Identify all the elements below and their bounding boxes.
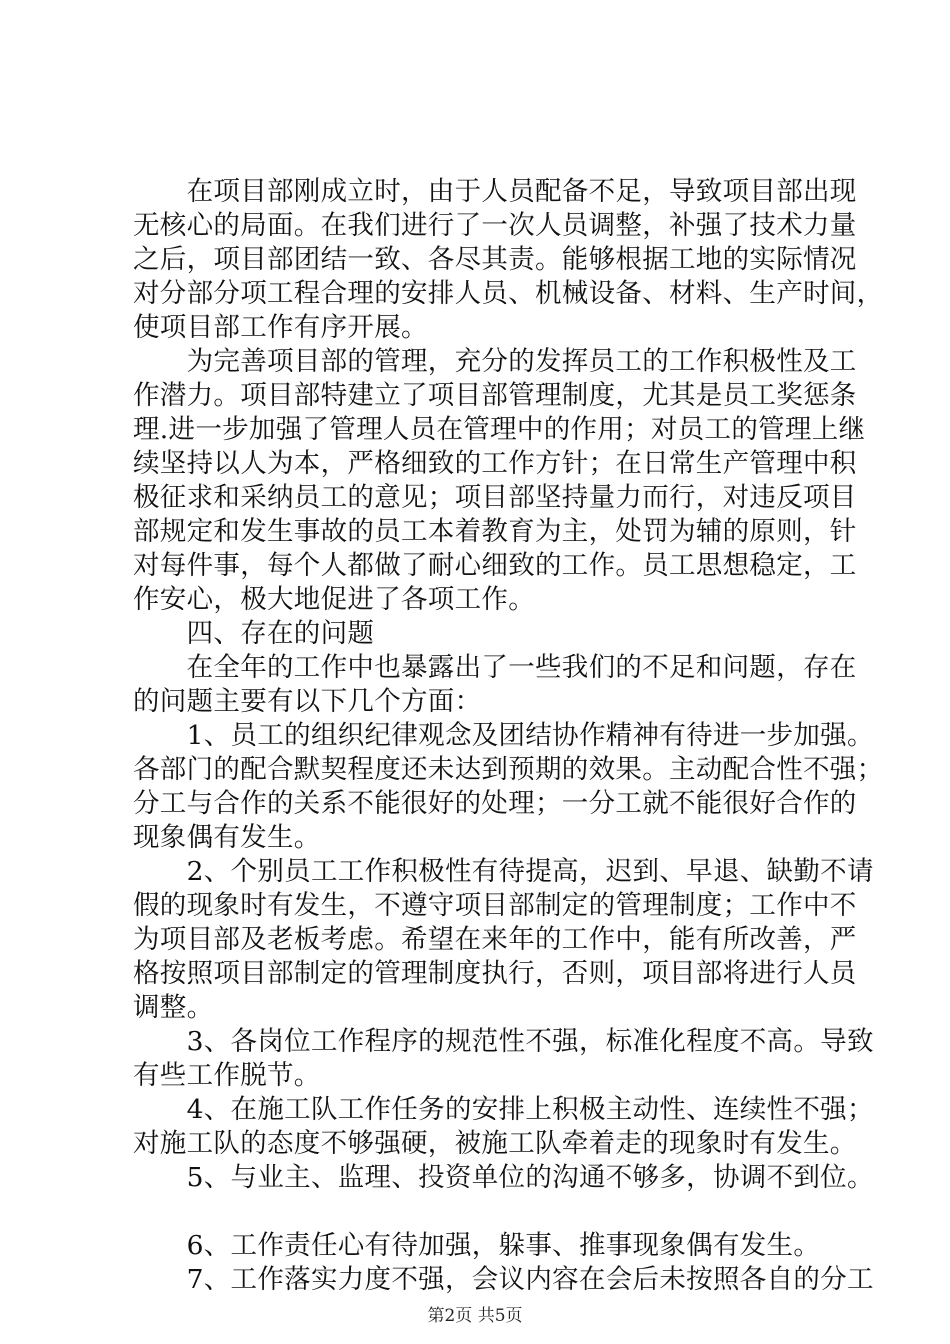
body-line: 1、员工的组织纪律观念及团结协作精神有待进一步加强。 bbox=[133, 720, 874, 751]
body-line: 使项目部工作有序开展。 bbox=[133, 312, 428, 343]
body-line: 假的现象时有发生，不遵守项目部制定的管理制度；工作中不 bbox=[133, 890, 857, 921]
body-line: 分工与合作的关系不能很好的处理；一分工就不能很好合作的 bbox=[133, 788, 857, 819]
body-line: 无核心的局面。在我们进行了一次人员调整，补强了技术力量 bbox=[133, 210, 857, 241]
body-line: 在全年的工作中也暴露出了一些我们的不足和问题，存在 bbox=[133, 652, 857, 683]
body-line: 各部门的配合默契程度还未达到预期的效果。主动配合性不强； bbox=[133, 754, 884, 785]
body-line: 6、工作责任心有待加强，躲事、推事现象偶有发生。 bbox=[133, 1230, 821, 1261]
body-line: 作潜力。项目部特建立了项目部管理制度，尤其是员工奖惩条 bbox=[133, 380, 857, 411]
body-line: 在项目部刚成立时，由于人员配备不足，导致项目部出现 bbox=[133, 176, 857, 207]
body-line: 调整。 bbox=[133, 992, 214, 1023]
body-line: 为项目部及老板考虑。希望在来年的工作中，能有所改善，严 bbox=[133, 924, 857, 955]
page-footer: 第2页 共5页 bbox=[427, 1306, 523, 1326]
body-line: 续坚持以人为本，严格细致的工作方针；在日常生产管理中积 bbox=[133, 448, 857, 479]
body-line: 理.进一步加强了管理人员在管理中的作用；对员工的管理上继 bbox=[133, 414, 866, 445]
body-line: 部规定和发生事故的员工本着教育为主，处罚为辅的原则，针 bbox=[133, 516, 857, 547]
body-line: 7、工作落实力度不强，会议内容在会后未按照各自的分工 bbox=[133, 1264, 874, 1295]
section-heading: 四、存在的问题 bbox=[133, 618, 375, 649]
body-line: 对每件事，每个人都做了耐心细致的工作。员工思想稳定，工 bbox=[133, 550, 857, 581]
body-line: 2、个别员工工作积极性有待提高，迟到、早退、缺勤不请 bbox=[133, 856, 874, 887]
body-line: 格按照项目部制定的管理制度执行，否则，项目部将进行人员 bbox=[133, 958, 857, 989]
body-line: 3、各岗位工作程序的规范性不强，标准化程度不高。导致 bbox=[133, 1026, 874, 1057]
body-line: 为完善项目部的管理，充分的发挥员工的工作积极性及工 bbox=[133, 346, 857, 377]
body-line: 对分部分项工程合理的安排人员、机械设备、材料、生产时间， bbox=[133, 278, 884, 309]
body-line: 现象偶有发生。 bbox=[133, 822, 321, 853]
body-line: 之后，项目部团结一致、各尽其责。能够根据工地的实际情况 bbox=[133, 244, 857, 275]
body-line: 作安心，极大地促进了各项工作。 bbox=[133, 584, 535, 615]
body-line: 4、在施工队工作任务的安排上积极主动性、连续性不强； bbox=[133, 1094, 874, 1125]
body-line: 有些工作脱节。 bbox=[133, 1060, 321, 1091]
body-line: 的问题主要有以下几个方面： bbox=[133, 686, 482, 717]
body-line: 对施工队的态度不够强硬，被施工队牵着走的现象时有发生。 bbox=[133, 1128, 857, 1159]
body-line: 极征求和采纳员工的意见；项目部坚持量力而行，对违反项目 bbox=[133, 482, 857, 513]
body-line: 5、与业主、监理、投资单位的沟通不够多，协调不到位。 bbox=[133, 1162, 874, 1193]
